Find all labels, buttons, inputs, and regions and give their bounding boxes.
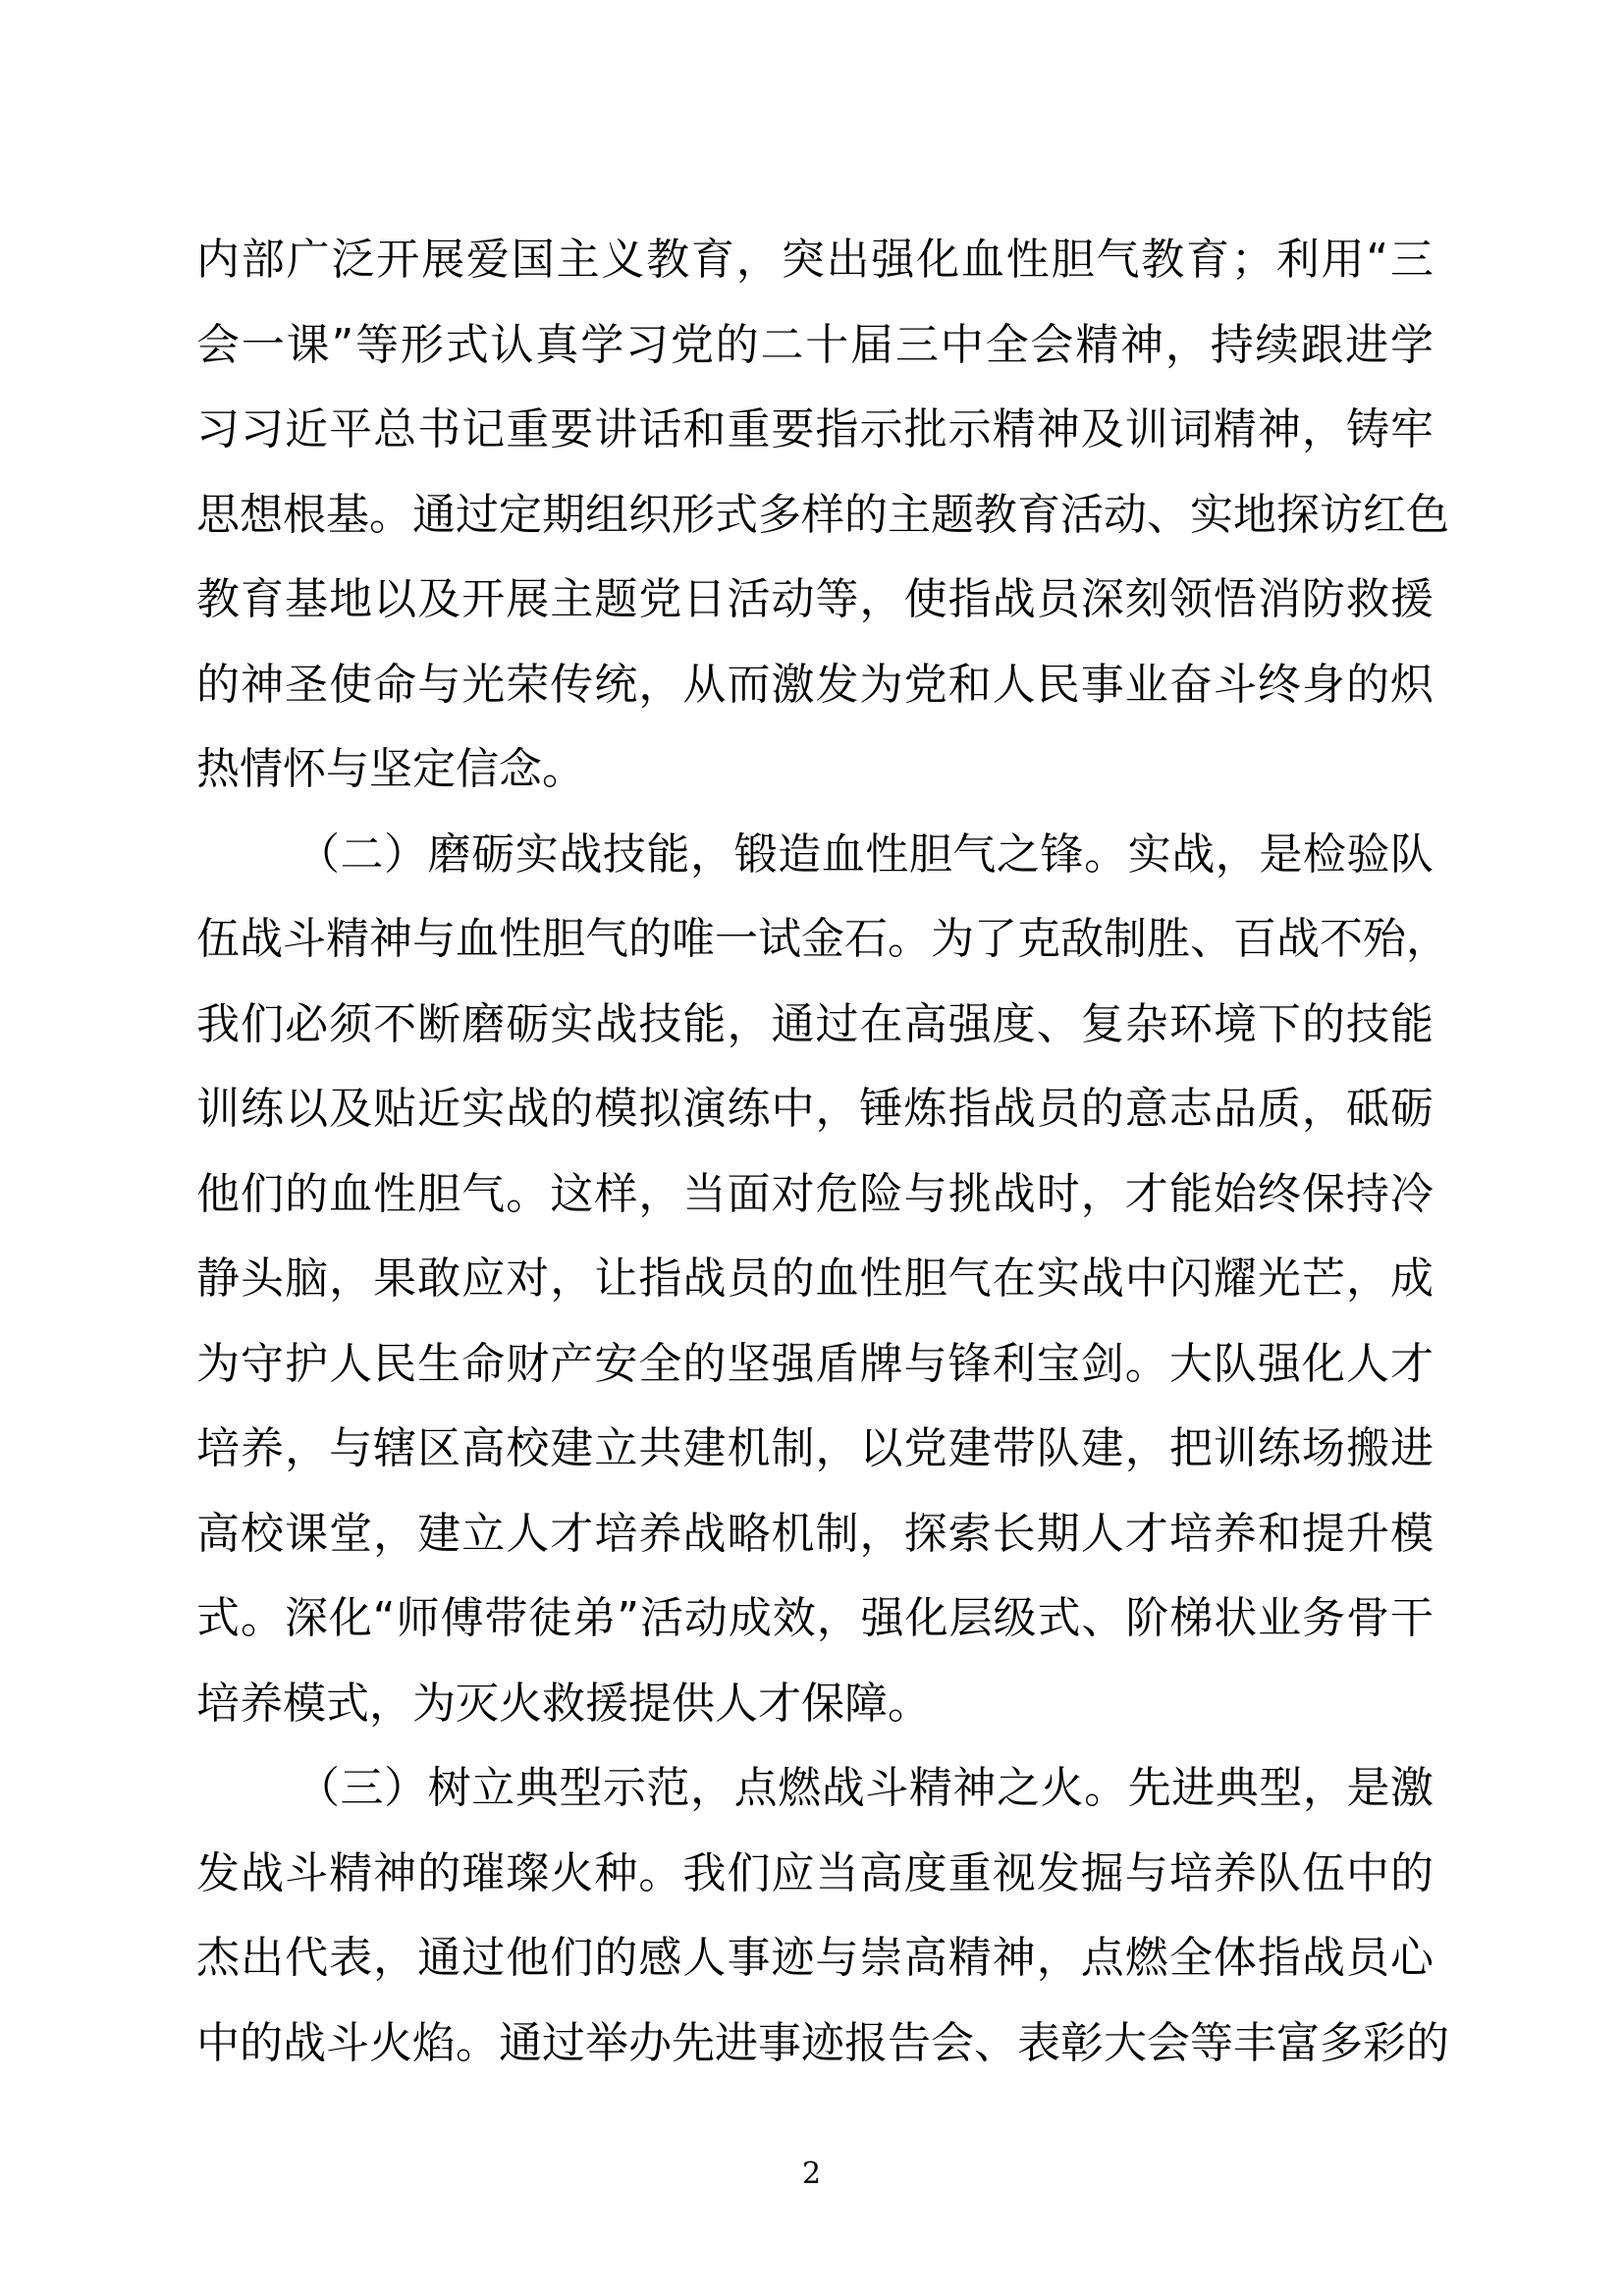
text-line: 发战斗精神的璀璨火种。我们应当高度重视发掘与培养队伍中的 <box>196 1847 1434 1898</box>
paragraph-heading-line: （二）磨砺实战技能，锻造血性胆气之锋。实战，是检验队 <box>297 828 1434 880</box>
text-line: 中的战斗火焰。通过举办先进事迹报告会、表彰大会等丰富多彩的 <box>196 2017 1449 2068</box>
text-line: 热情怀与坚定信念。 <box>196 744 585 794</box>
page-number: 2 <box>801 2157 822 2191</box>
text-line: 伍战斗精神与血性胆气的唯一试金石。为了克敌制胜、百战不殆， <box>196 914 1449 964</box>
document-body <box>196 218 1449 2086</box>
text-line: 训练以及贴近实战的模拟演练中，锤炼指战员的意志品质，砥砺 <box>196 1084 1434 1134</box>
text-line: 内部广泛开展爱国主义教育，突出强化血性胆气教育；利用“三 <box>196 235 1434 285</box>
text-line: 他们的血性胆气。这样，当面对危险与挑战时，才能始终保持冷 <box>196 1168 1434 1219</box>
text-line: 静头脑，果敢应对，让指战员的血性胆气在实战中闪耀光芒，成 <box>196 1254 1434 1304</box>
text-line: 的神圣使命与光荣传统，从而激发为党和人民事业奋斗终身的炽 <box>196 659 1434 710</box>
paragraph-heading-line: （三）树立典型示范，点燃战斗精神之火。先进典型，是激 <box>297 1763 1434 1813</box>
text-line: 杰出代表，通过他们的感人事迹与崇高精神，点燃全体指战员心 <box>196 1933 1434 1983</box>
text-line: 习习近平总书记重要讲话和重要指示批示精神及训词精神，铸牢 <box>196 404 1434 454</box>
text-line: 式。深化“师傅带徒弟”活动成效，强化层级式、阶梯状业务骨干 <box>196 1593 1434 1643</box>
text-line: 高校课堂，建立人才培养战略机制，探索长期人才培养和提升模 <box>196 1508 1434 1559</box>
text-line: 培养，与辖区高校建立共建机制，以党建带队建，把训练场搬进 <box>196 1423 1434 1473</box>
text-line: 培养模式，为灭火救援提供人才保障。 <box>196 1678 931 1729</box>
text-line: 为守护人民生命财产安全的坚强盾牌与锋利宝剑。大队强化人才 <box>196 1338 1434 1389</box>
text-line: 我们必须不断磨砺实战技能，通过在高强度、复杂环境下的技能 <box>196 998 1434 1049</box>
text-line: 思想根基。通过定期组织形式多样的主题教育活动、实地探访红色 <box>196 489 1449 540</box>
text-line: 会一课”等形式认真学习党的二十届三中全会精神，持续跟进学 <box>196 319 1434 370</box>
text-line: 教育基地以及开展主题党日活动等，使指战员深刻领悟消防救援 <box>196 574 1434 624</box>
